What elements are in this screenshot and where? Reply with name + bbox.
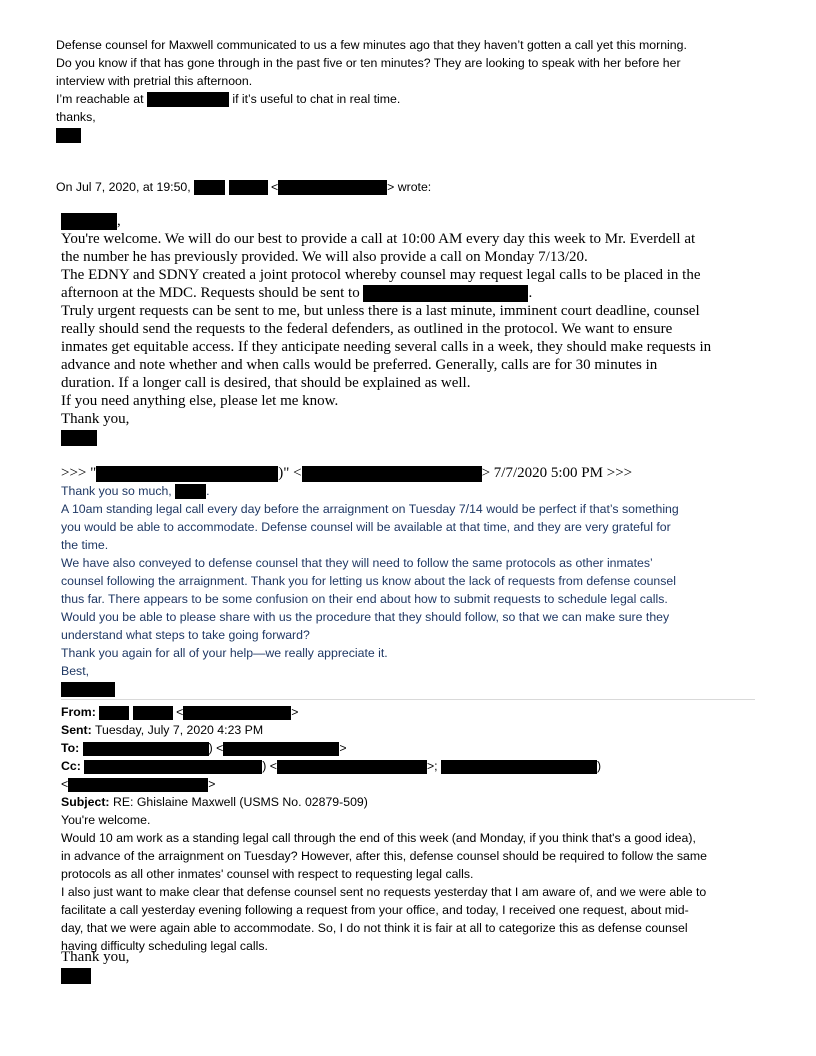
email4-line: Would 10 am work as a standing legal call through the end of this week (and Monday, if you think that's a good idea),	[61, 831, 696, 845]
email4-line: protocols as all other inmates' counsel with respect to requesting legal calls.	[61, 867, 474, 881]
redaction-block	[56, 128, 81, 143]
email3-line: you would be able to accommodate. Defense counsel will be available at that time, and they are very grateful for	[61, 520, 671, 534]
email2-line: If you need anything else, please let me know.	[61, 393, 339, 410]
email1-signoff: thanks,	[56, 110, 96, 124]
email2-line: Truly urgent requests can be sent to me, but unless there is a last minute, imminent court deadline, counsel	[61, 303, 700, 320]
quote-header: On Jul 7, 2020, at 19:50, < > wrote:	[56, 180, 432, 194]
redaction-block	[363, 285, 528, 302]
subject-row: Subject: RE: Ghislaine Maxwell (USMS No. 02879-509)	[61, 795, 368, 809]
redaction-block	[183, 706, 291, 720]
redaction-block	[61, 213, 117, 230]
email2-line: You're welcome. We will do our best to provide a call at 10:00 AM every day this week to Mr. Everdell at	[61, 231, 696, 248]
email3-line: thus far. There appears to be some confusion on their end about how to submit requests to schedule legal calls.	[61, 592, 668, 606]
redaction-block	[147, 92, 229, 107]
email2-line: inmates get equitable access. If they anticipate needing several calls in a week, they should make requests in	[61, 339, 712, 356]
email2-line: duration. If a longer call is desired, that should be explained as well.	[61, 375, 471, 392]
email4-line: facilitate a call yesterday evening following a request from your office, and today, I received one request, about mid-	[61, 903, 689, 917]
email4-header	[61, 703, 601, 811]
redaction-block	[68, 778, 208, 792]
forward-marker: >>> " )" < > 7/7/2020 5:00 PM >>>	[61, 465, 633, 481]
email3-line: Would you be able to please share with us the procedure that they should follow, so that we can make sure they	[61, 610, 670, 624]
email1-reachable-line: I’m reachable at if it’s useful to chat in real time.	[56, 92, 401, 106]
redaction-block	[99, 706, 129, 720]
from-row: From: < >	[61, 705, 299, 719]
email3-line: Best,	[61, 664, 90, 678]
redaction-block	[302, 466, 482, 482]
redaction-block	[441, 760, 597, 774]
redaction-block	[223, 742, 339, 756]
to-row: To: ) < >	[61, 741, 347, 755]
email1-body	[56, 36, 687, 144]
redaction-block	[61, 682, 115, 697]
email2-line: advance and note whether and when calls would be preferred. Generally, calls are for 30 minutes in	[61, 357, 658, 374]
redaction-block	[175, 484, 206, 499]
email1-line: Defense counsel for Maxwell communicated to us a few minutes ago that they haven’t gotten a call yet this morning.	[56, 38, 687, 52]
redaction-block	[277, 760, 427, 774]
email3-line: We have also conveyed to defense counsel that they will need to follow the same protocols as other inmates’	[61, 556, 653, 570]
email4-line: in advance of the arraignment on Tuesday? However, after this, defense counsel should be required to follow the same	[61, 849, 707, 863]
redaction-block	[61, 430, 97, 446]
email4-line: You're welcome.	[61, 813, 151, 827]
redaction-block	[61, 968, 91, 984]
email3-body: Thank you so much, . A 10am standing legal call every day before the arraignment on Tuesday 7/14 would be perfect if that’s something you would be able to accommodate. Defense counsel will be available at that time, and they are very grateful for the time. We have also conveyed to defense counsel that they will need to follow the same protocols as other inmates’ counsel following the arraignment. Thank you for letting us know about the lack of requests from defense counsel thus far. There appears to be some confusion on their end about how to submit requests to schedule legal calls. Would you be able to please share with us the procedure that they should follow, so that we can make sure they understand what steps to take going forward? Thank you again for all of your help—we really appreciate it. Best,	[61, 482, 679, 698]
redaction-block	[96, 466, 278, 482]
header-divider	[61, 699, 755, 700]
email2-line: Thank you,	[61, 411, 130, 428]
email2-body: , You're welcome. We will do our best to provide a call at 10:00 AM every day this week to Mr. Everdell at the number he has previously provided. We will also provide a call on Monday 7/13/20. The EDNY and SDNY created a joint protocol whereby counsel may request legal calls to be placed in the afternoon at the MDC. Requests should be sent to . Truly urgent requests can be sent to me, but unless there is a last minute, imminent court deadline, counsel really should send the requests to the federal defenders, as outlined in the protocol. We want to ensure inmates get equitable access. If they anticipate needing several calls in a week, they should make requests in advance and note whether and when calls would be preferred. Generally, calls are for 30 minutes in duration. If a longer call is desired, that should be explained as well. If you need anything else, please let me know. Thank you,	[61, 212, 711, 446]
email3-line: the time.	[61, 538, 109, 552]
email1-line: Do you know if that has gone through in the past five or ten minutes? They are looking to speak with her before her	[56, 56, 681, 70]
redaction-block	[194, 180, 225, 195]
email4-line: having difficulty scheduling legal calls.	[61, 939, 268, 953]
email3-line: A 10am standing legal call every day before the arraignment on Tuesday 7/14 would be perfect if that’s something	[61, 502, 679, 516]
email3-line: Thank you again for all of your help—we really appreciate it.	[61, 646, 388, 660]
email3-line: counsel following the arraignment. Thank you for letting us know about the lack of requests from defense counsel	[61, 574, 676, 588]
redaction-block	[229, 180, 268, 195]
email2-line: afternoon at the MDC. Requests should be sent to .	[61, 285, 533, 302]
redaction-block	[83, 742, 209, 756]
sent-row: Sent: Tuesday, July 7, 2020 4:23 PM	[61, 723, 264, 737]
email4-line: day, that we were again able to accommodate. So, I do not think it is fair at all to categorize this as defense counsel	[61, 921, 688, 935]
email2-line: the number he has previously provided. We will also provide a call on Monday 7/13/20.	[61, 249, 588, 266]
email1-line: interview with pretrial this afternoon.	[56, 74, 253, 88]
redaction-block	[133, 706, 173, 720]
email3-line: understand what steps to take going forward?	[61, 628, 310, 642]
redaction-block	[278, 180, 387, 195]
email4-signoff: Thank you,	[61, 948, 129, 984]
redaction-block	[84, 760, 262, 774]
email2-line: really should send the requests to the federal defenders, as outlined in the protocol. We want to ensure	[61, 321, 673, 338]
email4-line: I also just want to make clear that defense counsel sent no requests yesterday that I am aware of, and we were able to	[61, 885, 707, 899]
email2-line: The EDNY and SDNY created a joint protocol whereby counsel may request legal calls to be placed in the	[61, 267, 701, 284]
cc-row-continued: < >	[61, 777, 216, 791]
email4-body	[61, 811, 707, 955]
cc-row: Cc: ) < >; )	[61, 759, 602, 773]
